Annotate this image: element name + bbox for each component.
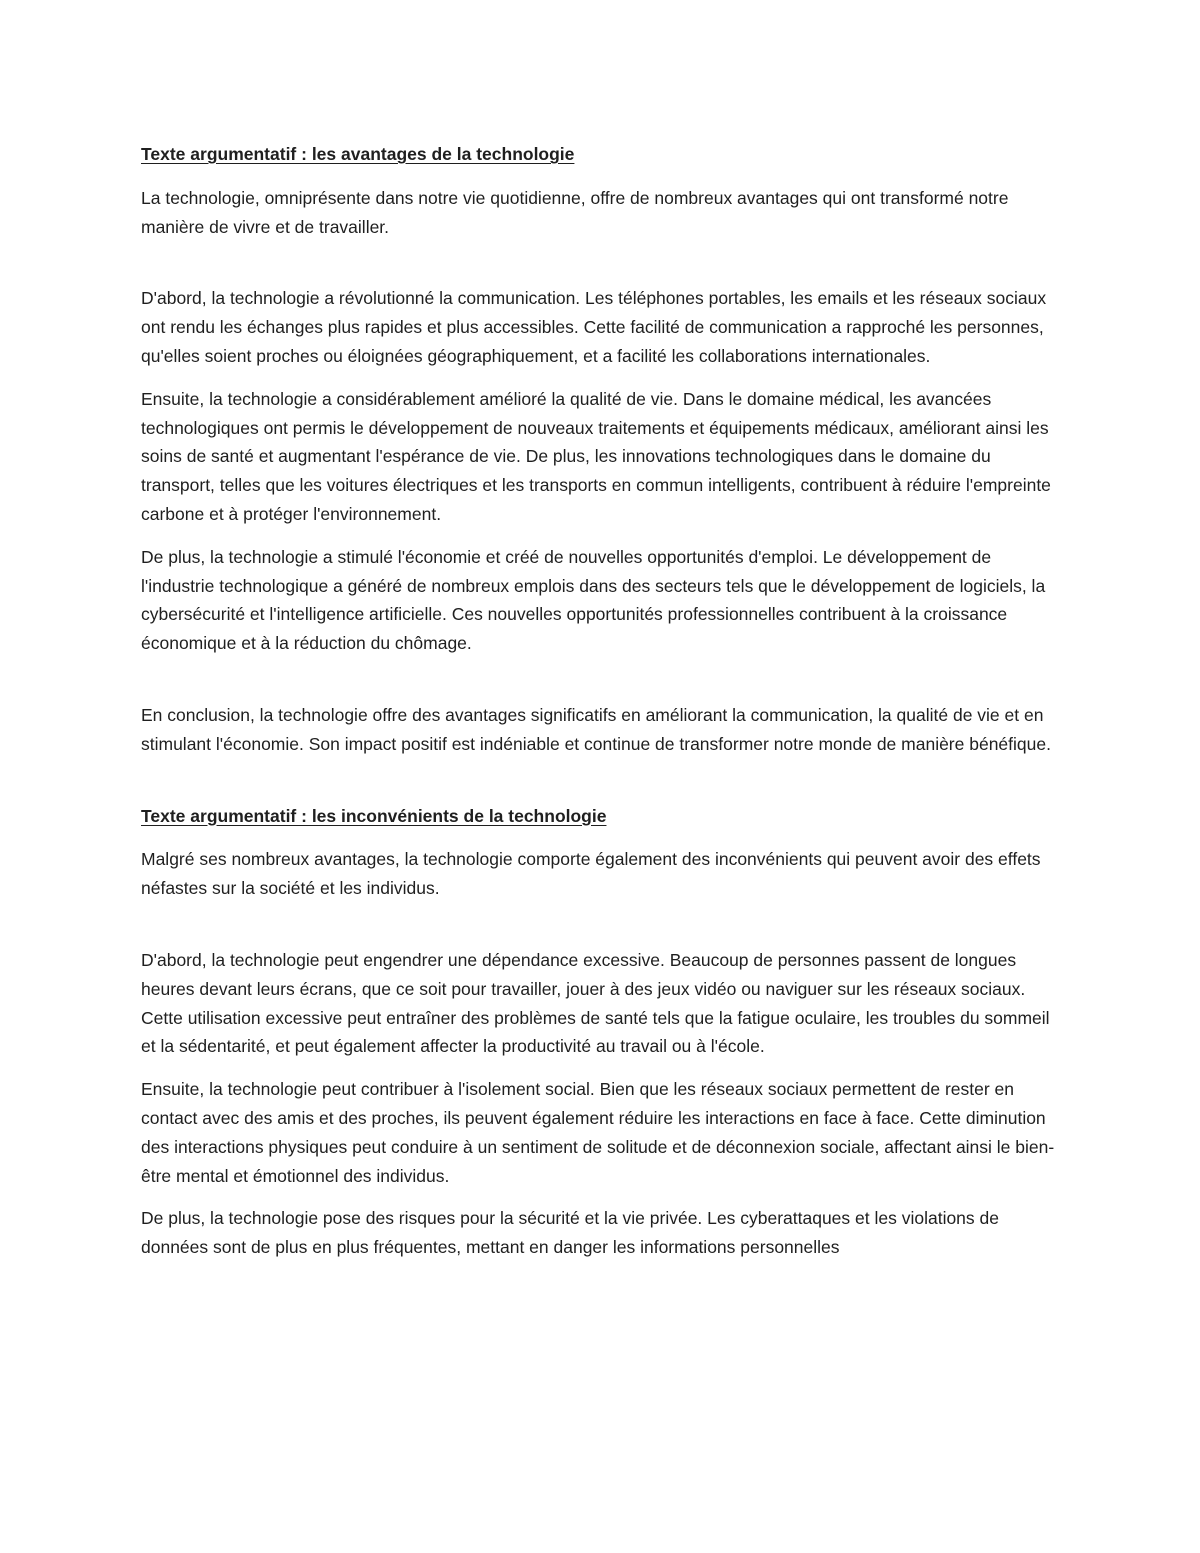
- blank-line: [141, 917, 1061, 946]
- body-paragraph: De plus, la technologie pose des risques pour la sécurité et la vie privée. Les cyberattaques et les violations de données sont de plus en plus fréquentes, mettant en danger les informations personnelles: [141, 1208, 999, 1258]
- conclusion-paragraph: En conclusion, la technologie offre des avantages significatifs en améliorant la communication, la qualité de vie et en stimulant l'économie. Son impact positif est indéniable et continue de transformer notre monde de manière bénéfique.: [141, 704, 1051, 754]
- section-heading-advantages: Texte argumentatif : les avantages de la technologie: [141, 144, 575, 164]
- body-paragraph: D'abord, la technologie peut engendrer une dépendance excessive. Beaucoup de personnes passent de longues heures devant leurs écrans, que ce soit pour travailler, jouer à des jeux vidéo ou naviguer sur les réseaux sociaux. Cette utilisation excessive peut entraîner des problèmes de santé tels que la fatigue oculaire, les troubles du sommeil et la sédentarité, et peut également affecter la productivité au travail ou à l'école.: [141, 949, 1050, 1057]
- document-body: [141, 140, 1061, 1276]
- blank-line: [141, 672, 1061, 701]
- intro-paragraph: La technologie, omniprésente dans notre vie quotidienne, offre de nombreux avantages qui ont transformé notre manière de vivre et de travailler.: [141, 187, 1009, 237]
- body-paragraph: Ensuite, la technologie peut contribuer à l'isolement social. Bien que les réseaux sociaux permettent de rester en contact avec des amis et des proches, ils peuvent également réduire les interactions en face à face. Cette diminution des interactions physiques peut conduire à un sentiment de solitude et de déconnexion sociale, affectant ainsi le bien-être mental et émotionnel des individus.: [141, 1079, 1055, 1186]
- body-paragraph: Ensuite, la technologie a considérablement amélioré la qualité de vie. Dans le domaine médical, les avancées technologiques ont permis le développement de nouveaux traitements et équipements médicaux, améliorant ainsi les soins de santé et augmentant l'espérance de vie. De plus, les innovations technologiques dans le domaine du transport, telles que les voitures électriques et les transports en commun intelligents, contribuent à réduire l'empreinte carbone et à protéger l'environnement.: [141, 388, 1051, 524]
- body-paragraph: De plus, la technologie a stimulé l'économie et créé de nouvelles opportunités d'emploi. Le développement de l'industrie technologique a généré de nombreux emplois dans des secteurs tels que le développement de logiciels, la cybersécurité et l'intelligence artificielle. Ces nouvelles opportunités professionnelles contribuent à la croissance économique et à la réduction du chômage.: [141, 546, 1046, 654]
- blank-line: [141, 255, 1061, 284]
- intro-paragraph: Malgré ses nombreux avantages, la technologie comporte également des inconvénients qui peuvent avoir des effets néfastes sur la société et les individus.: [141, 849, 1041, 899]
- section-heading-disadvantages: Texte argumentatif : les inconvénients de la technologie: [141, 805, 607, 826]
- blank-line: [141, 773, 1061, 802]
- body-paragraph: D'abord, la technologie a révolutionné la communication. Les téléphones portables, les emails et les réseaux sociaux ont rendu les échanges plus rapides et plus accessibles. Cette facilité de communication a rapproché les personnes, qu'elles soient proches ou éloignées géographiquement, et a facilité les collaborations internationales.: [141, 288, 1047, 366]
